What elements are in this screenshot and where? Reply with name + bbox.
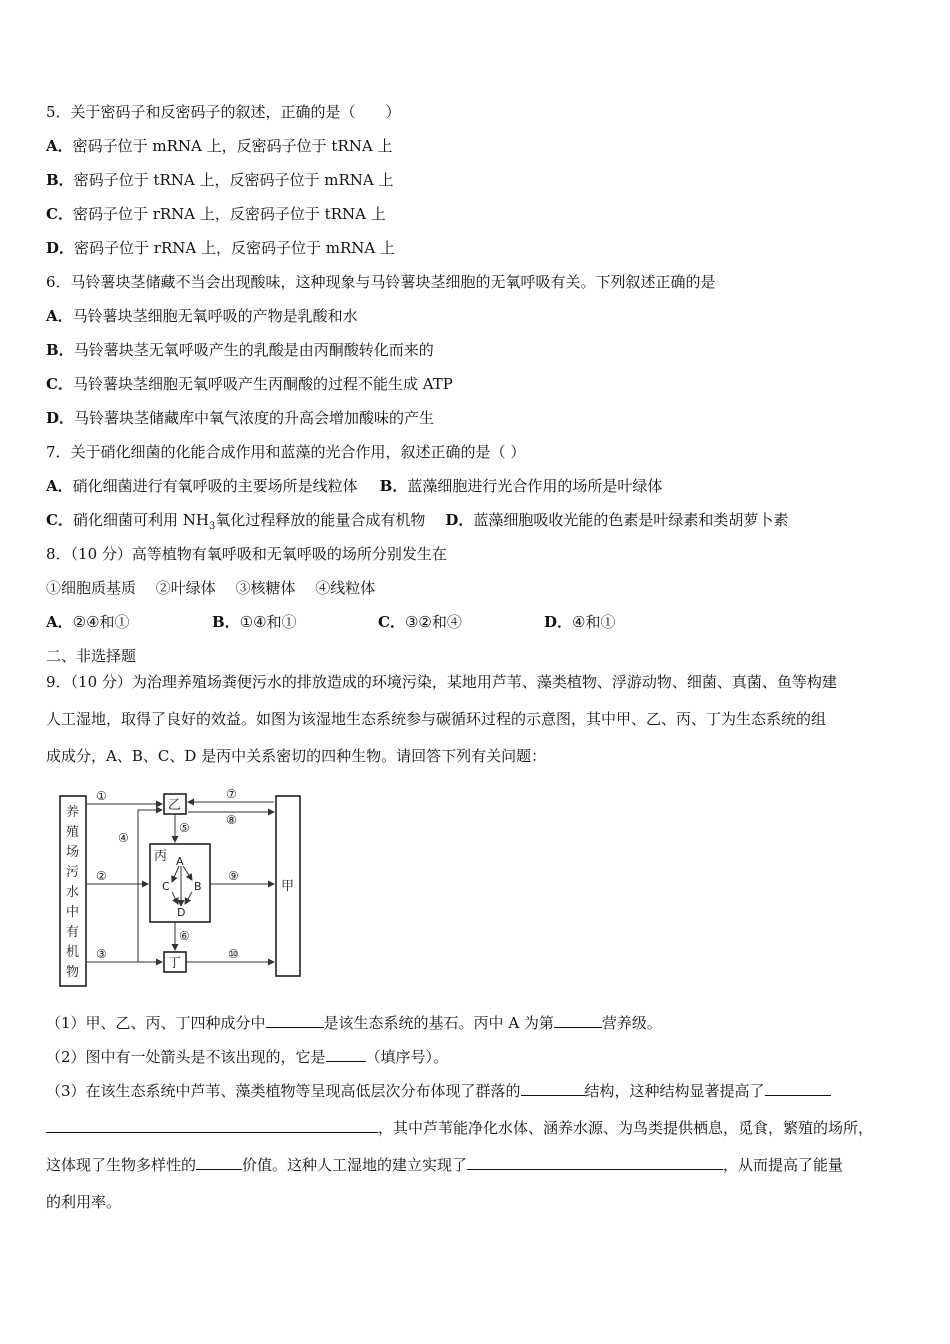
arrow-label-4: ④ — [118, 831, 129, 845]
arrow-label-3: ③ — [96, 947, 107, 961]
q6-option-d — [46, 408, 434, 428]
q8-items: ①细胞质基质 ②叶绿体 ③核糖体 ④线粒体 — [46, 579, 376, 597]
option-text: ③②和④ — [404, 613, 462, 631]
subscript: 3 — [208, 521, 216, 532]
option-text: 蓝藻细胞进行光合作用的场所是叶绿体 — [407, 477, 663, 495]
arrow-b-d — [185, 892, 192, 904]
arrow-label-2: ② — [96, 869, 107, 883]
text: （填序号）。 — [365, 1048, 449, 1066]
source-char: 污 — [66, 865, 80, 880]
arrow-label-6: ⑥ — [179, 929, 190, 943]
answer-blank[interactable] — [196, 1155, 242, 1170]
answer-blank[interactable] — [765, 1081, 831, 1096]
q5-option-c — [46, 204, 386, 224]
option-text: 密码子位于 rRNA 上，反密码子位于 mRNA 上 — [74, 239, 395, 257]
option-text: 密码子位于 rRNA 上，反密码子位于 tRNA 上 — [72, 205, 386, 223]
q5-option-b — [46, 170, 394, 190]
arrow-label-10: ⑩ — [228, 947, 239, 961]
arrow-label-8: ⑧ — [226, 813, 237, 827]
option-text: 硝化细菌进行有氧呼吸的主要场所是线粒体 — [72, 477, 358, 495]
q6-option-b — [46, 340, 434, 360]
text: 结构，这种结构显著提高了 — [584, 1082, 765, 1100]
option-letter: A． — [46, 137, 73, 155]
organism-d: D — [177, 906, 186, 919]
answer-blank[interactable] — [554, 1013, 602, 1028]
option-text: 马铃薯块茎无氧呼吸产生的乳酸是由丙酮酸转化而来的 — [73, 341, 434, 359]
q9-sub1 — [46, 1013, 662, 1033]
text: 是该生态系统的基石。丙中 A 为第 — [323, 1014, 554, 1032]
option-text: ②④和① — [72, 613, 130, 631]
q6-stem: 6．马铃薯块茎储藏不当会出现酸味，这种现象与马铃薯块茎细胞的无氧呼吸有关。下列叙述正确的是 — [46, 273, 716, 291]
q9-stem-line2: 人工湿地，取得了良好的效益。如图为该湿地生态系统参与碳循环过程的示意图，其中甲、乙、丙、丁为生态系统的组 — [46, 710, 827, 728]
arrow-label-5: ⑤ — [179, 821, 190, 835]
arrow-label-7: ⑦ — [226, 787, 237, 801]
text: （1）甲、乙、丙、丁四种成分中 — [46, 1014, 266, 1032]
q7-options-cd — [46, 510, 788, 537]
q5-stem: 5．关于密码子和反密码子的叙述，正确的是（ ） — [46, 103, 401, 121]
jia-label: 甲 — [281, 879, 295, 894]
source-char: 物 — [66, 965, 80, 980]
option-letter: C． — [46, 511, 73, 529]
arrow-label-9: ⑨ — [228, 869, 239, 883]
q6-option-a — [46, 306, 358, 326]
arrow-label-1: ① — [96, 789, 107, 803]
option-text: 氧化过程释放的能量合成有机物 — [215, 511, 426, 529]
answer-blank[interactable] — [46, 1118, 378, 1133]
q8-options — [46, 612, 615, 632]
option-text: ①④和① — [239, 613, 297, 631]
carbon-cycle-diagram — [58, 786, 308, 996]
option-letter: A． — [46, 477, 73, 495]
bing-label: 丙 — [154, 849, 168, 864]
q6-option-c — [46, 374, 453, 394]
option-letter: C． — [46, 205, 73, 223]
source-char: 养 — [66, 805, 80, 820]
q9-sub3-line3 — [46, 1155, 843, 1175]
organism-c: C — [162, 880, 170, 893]
q9-sub3-line2 — [46, 1118, 873, 1138]
q9-stem-line3: 成成分，A、B、C、D 是丙中关系密切的四种生物。请回答下列有关问题： — [46, 747, 547, 765]
option-text: 马铃薯块茎细胞无氧呼吸产生丙酮酸的过程不能生成 ATP — [72, 375, 453, 393]
arrow-c-d — [172, 892, 178, 904]
option-text: 蓝藻细胞吸收光能的色素是叶绿素和类胡萝卜素 — [473, 511, 789, 529]
option-letter: B． — [46, 341, 74, 359]
option-letter: C． — [378, 613, 405, 631]
text: 这体现了生物多样性的 — [46, 1156, 197, 1174]
source-char: 中 — [66, 905, 80, 920]
organism-b: B — [194, 880, 202, 893]
option-letter: D． — [445, 511, 474, 529]
yi-label: 乙 — [168, 798, 182, 813]
q9-stem-line1: 9．（10 分）为治理养殖场粪便污水的排放造成的环境污染，某地用芦苇、藻类植物、浮游动物、细菌、真菌、鱼等构建 — [46, 673, 837, 691]
option-letter: B． — [379, 477, 408, 495]
source-char: 场 — [66, 845, 80, 860]
answer-blank[interactable] — [467, 1155, 723, 1170]
option-letter: D． — [46, 239, 75, 257]
option-letter: D． — [46, 409, 75, 427]
q7-options-ab — [46, 476, 662, 496]
text: ，其中芦苇能净化水体、涵养水源、为鸟类提供栖息，觅食，繁殖的场所， — [378, 1119, 874, 1137]
arrow-a-b — [183, 866, 192, 880]
source-char: 机 — [66, 945, 80, 960]
option-letter: B． — [46, 171, 74, 189]
option-text: ④和① — [572, 613, 616, 631]
option-text: 硝化细菌可利用 NH — [72, 511, 209, 529]
answer-blank[interactable] — [266, 1013, 324, 1028]
option-letter: A． — [46, 307, 73, 325]
option-letter: A． — [46, 613, 73, 631]
text: （3）在该生态系统中芦苇、藻类植物等呈现高低层次分布体现了群落的 — [46, 1082, 521, 1100]
text: 营养级。 — [601, 1014, 662, 1032]
ding-label: 丁 — [168, 956, 182, 971]
option-text: 马铃薯块茎细胞无氧呼吸的产物是乳酸和水 — [72, 307, 358, 325]
option-text: 密码子位于 mRNA 上，反密码子位于 tRNA 上 — [72, 137, 393, 155]
source-char: 殖 — [66, 825, 80, 840]
answer-blank[interactable] — [326, 1047, 366, 1062]
option-text: 密码子位于 tRNA 上，反密码子位于 mRNA 上 — [73, 171, 394, 189]
text: ，从而提高了能量 — [723, 1156, 844, 1174]
text: 价值。这种人工湿地的建立实现了 — [242, 1156, 468, 1174]
option-letter: B． — [212, 613, 240, 631]
q5-option-a — [46, 136, 392, 156]
text: （2）图中有一处箭头是不该出现的，它是 — [46, 1048, 326, 1066]
q8-stem: 8．（10 分）高等植物有氧呼吸和无氧呼吸的场所分别发生在 — [46, 545, 447, 563]
q9-sub2 — [46, 1047, 448, 1067]
q9-sub3-line1 — [46, 1081, 831, 1101]
option-letter: D． — [544, 613, 573, 631]
section-heading: 二、非选择题 — [46, 647, 137, 665]
organism-a: A — [176, 855, 184, 868]
answer-blank[interactable] — [521, 1081, 585, 1096]
source-char: 水 — [66, 885, 80, 900]
q7-stem: 7．关于硝化细菌的化能合成作用和蓝藻的光合作用，叙述正确的是（ ） — [46, 443, 526, 461]
option-text: 马铃薯块茎储藏库中氧气浓度的升高会增加酸味的产生 — [74, 409, 435, 427]
arrow-a-c — [172, 866, 179, 882]
source-char: 有 — [66, 925, 80, 940]
option-letter: C． — [46, 375, 73, 393]
q5-option-d — [46, 238, 395, 258]
q9-sub3-line4: 的利用率。 — [46, 1193, 122, 1211]
